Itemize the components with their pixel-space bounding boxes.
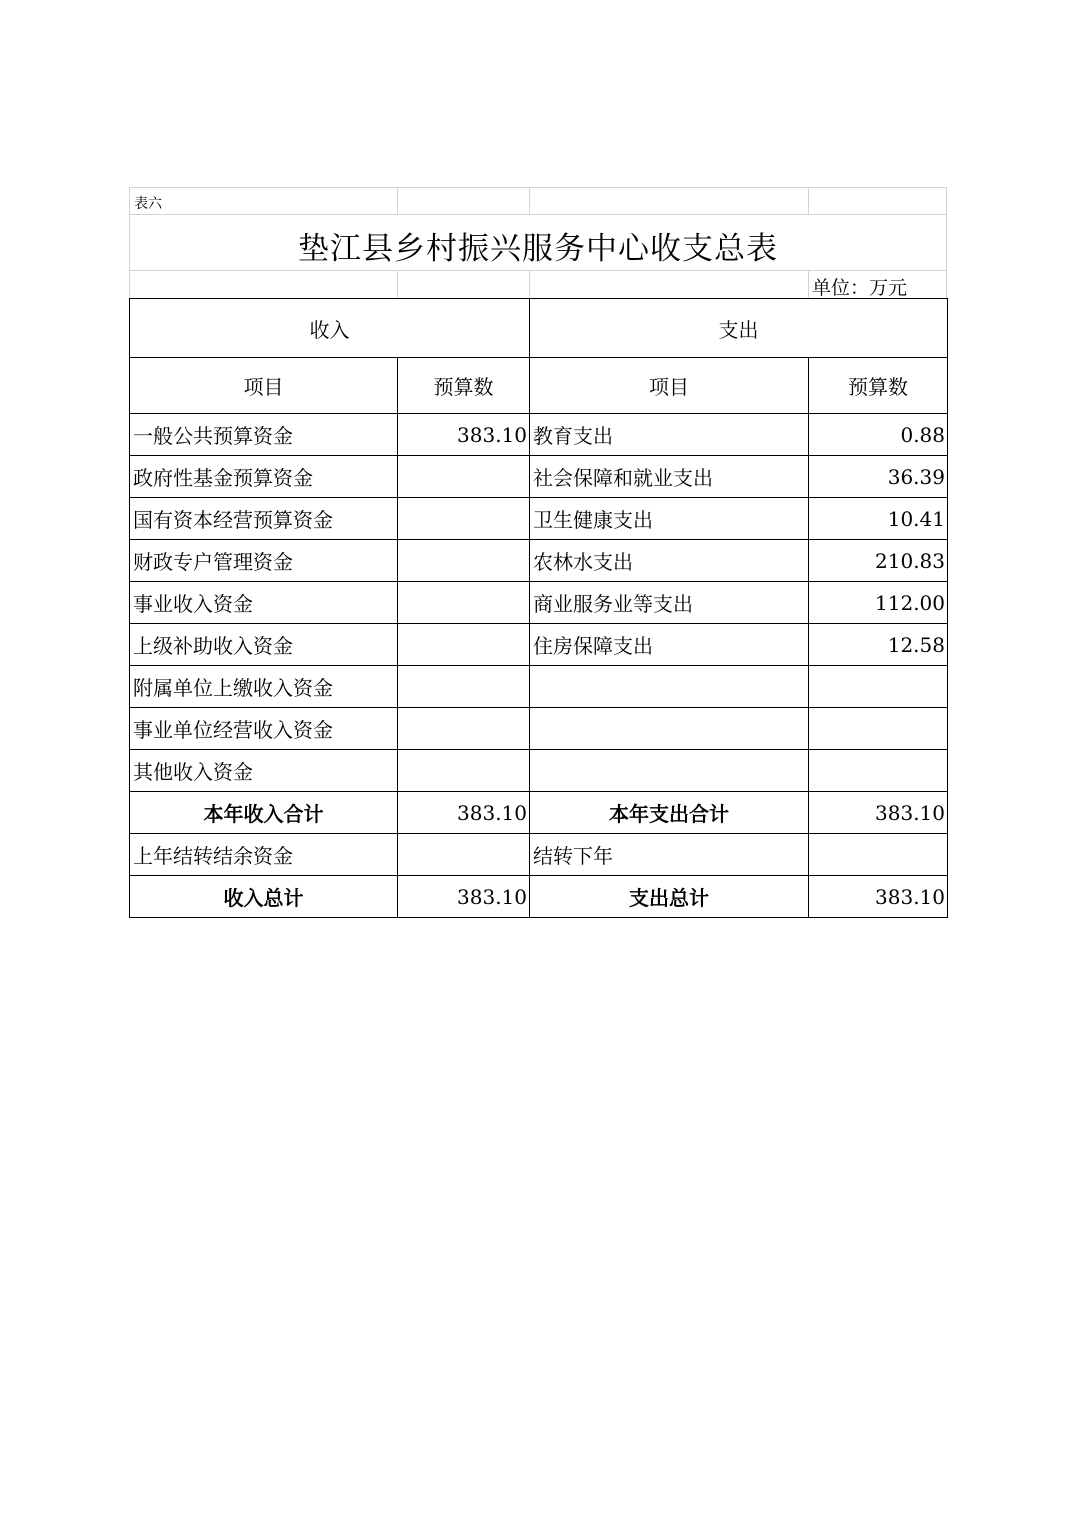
income-item: 事业收入资金 <box>130 582 398 624</box>
expense-value: 36.39 <box>809 456 948 498</box>
expense-item: 卫生健康支出 <box>530 498 809 540</box>
table-row <box>130 582 948 624</box>
income-value <box>398 498 530 540</box>
expense-section-header: 支出 <box>530 299 948 358</box>
income-item: 财政专户管理资金 <box>130 540 398 582</box>
budget-sheet <box>129 187 947 918</box>
expense-value <box>809 708 948 750</box>
expense-year-total-label: 本年支出合计 <box>530 792 809 834</box>
income-item-header: 项目 <box>130 358 398 414</box>
income-value <box>398 540 530 582</box>
expense-item <box>530 750 809 792</box>
income-value <box>398 750 530 792</box>
expense-year-total-value: 383.10 <box>809 792 948 834</box>
table-row <box>130 456 948 498</box>
income-year-total-label: 本年收入合计 <box>130 792 398 834</box>
expense-item: 商业服务业等支出 <box>530 582 809 624</box>
year-total-row <box>130 792 948 834</box>
unit-label: 单位：万元 <box>812 277 908 299</box>
expense-value: 0.88 <box>809 414 948 456</box>
income-item: 政府性基金预算资金 <box>130 456 398 498</box>
table-row <box>130 708 948 750</box>
income-budget-header: 预算数 <box>398 358 530 414</box>
income-carry-label: 上年结转结余资金 <box>130 834 398 876</box>
carry-over-row <box>130 834 948 876</box>
title-row <box>129 214 947 270</box>
income-item: 一般公共预算资金 <box>130 414 398 456</box>
expense-value <box>809 750 948 792</box>
expense-item-header: 项目 <box>530 358 809 414</box>
income-value <box>398 456 530 498</box>
income-year-total-value: 383.10 <box>398 792 530 834</box>
income-grand-total-label: 收入总计 <box>130 876 398 918</box>
expense-item: 社会保障和就业支出 <box>530 456 809 498</box>
expense-value: 10.41 <box>809 498 948 540</box>
expense-budget-header: 预算数 <box>809 358 948 414</box>
income-value: 383.10 <box>398 414 530 456</box>
expense-item <box>530 708 809 750</box>
unit-row <box>129 270 947 298</box>
budget-table <box>129 298 948 918</box>
table-row <box>130 540 948 582</box>
income-item: 事业单位经营收入资金 <box>130 708 398 750</box>
income-carry-value <box>398 834 530 876</box>
income-value <box>398 582 530 624</box>
income-item: 其他收入资金 <box>130 750 398 792</box>
income-item: 上级补助收入资金 <box>130 624 398 666</box>
grand-total-row <box>130 876 948 918</box>
table-row <box>130 750 948 792</box>
table-tag-row <box>129 187 947 214</box>
income-item: 附属单位上缴收入资金 <box>130 666 398 708</box>
income-section-header: 收入 <box>130 299 530 358</box>
income-value <box>398 708 530 750</box>
expense-item: 教育支出 <box>530 414 809 456</box>
income-value <box>398 624 530 666</box>
expense-grand-total-label: 支出总计 <box>530 876 809 918</box>
table-row <box>130 624 948 666</box>
income-grand-total-value: 383.10 <box>398 876 530 918</box>
income-value <box>398 666 530 708</box>
section-header-row <box>130 299 948 358</box>
expense-item: 住房保障支出 <box>530 624 809 666</box>
table-row <box>130 498 948 540</box>
expense-carry-value <box>809 834 948 876</box>
expense-item <box>530 666 809 708</box>
expense-value: 112.00 <box>809 582 948 624</box>
expense-item: 农林水支出 <box>530 540 809 582</box>
expense-value: 12.58 <box>809 624 948 666</box>
income-item: 国有资本经营预算资金 <box>130 498 398 540</box>
expense-grand-total-value: 383.10 <box>809 876 948 918</box>
table-tag: 表六 <box>134 196 162 212</box>
table-row <box>130 414 948 456</box>
expense-value: 210.83 <box>809 540 948 582</box>
expense-carry-label: 结转下年 <box>530 834 809 876</box>
page-title: 垫江县乡村振兴服务中心收支总表 <box>298 231 778 267</box>
column-header-row <box>130 358 948 414</box>
expense-value <box>809 666 948 708</box>
table-row <box>130 666 948 708</box>
